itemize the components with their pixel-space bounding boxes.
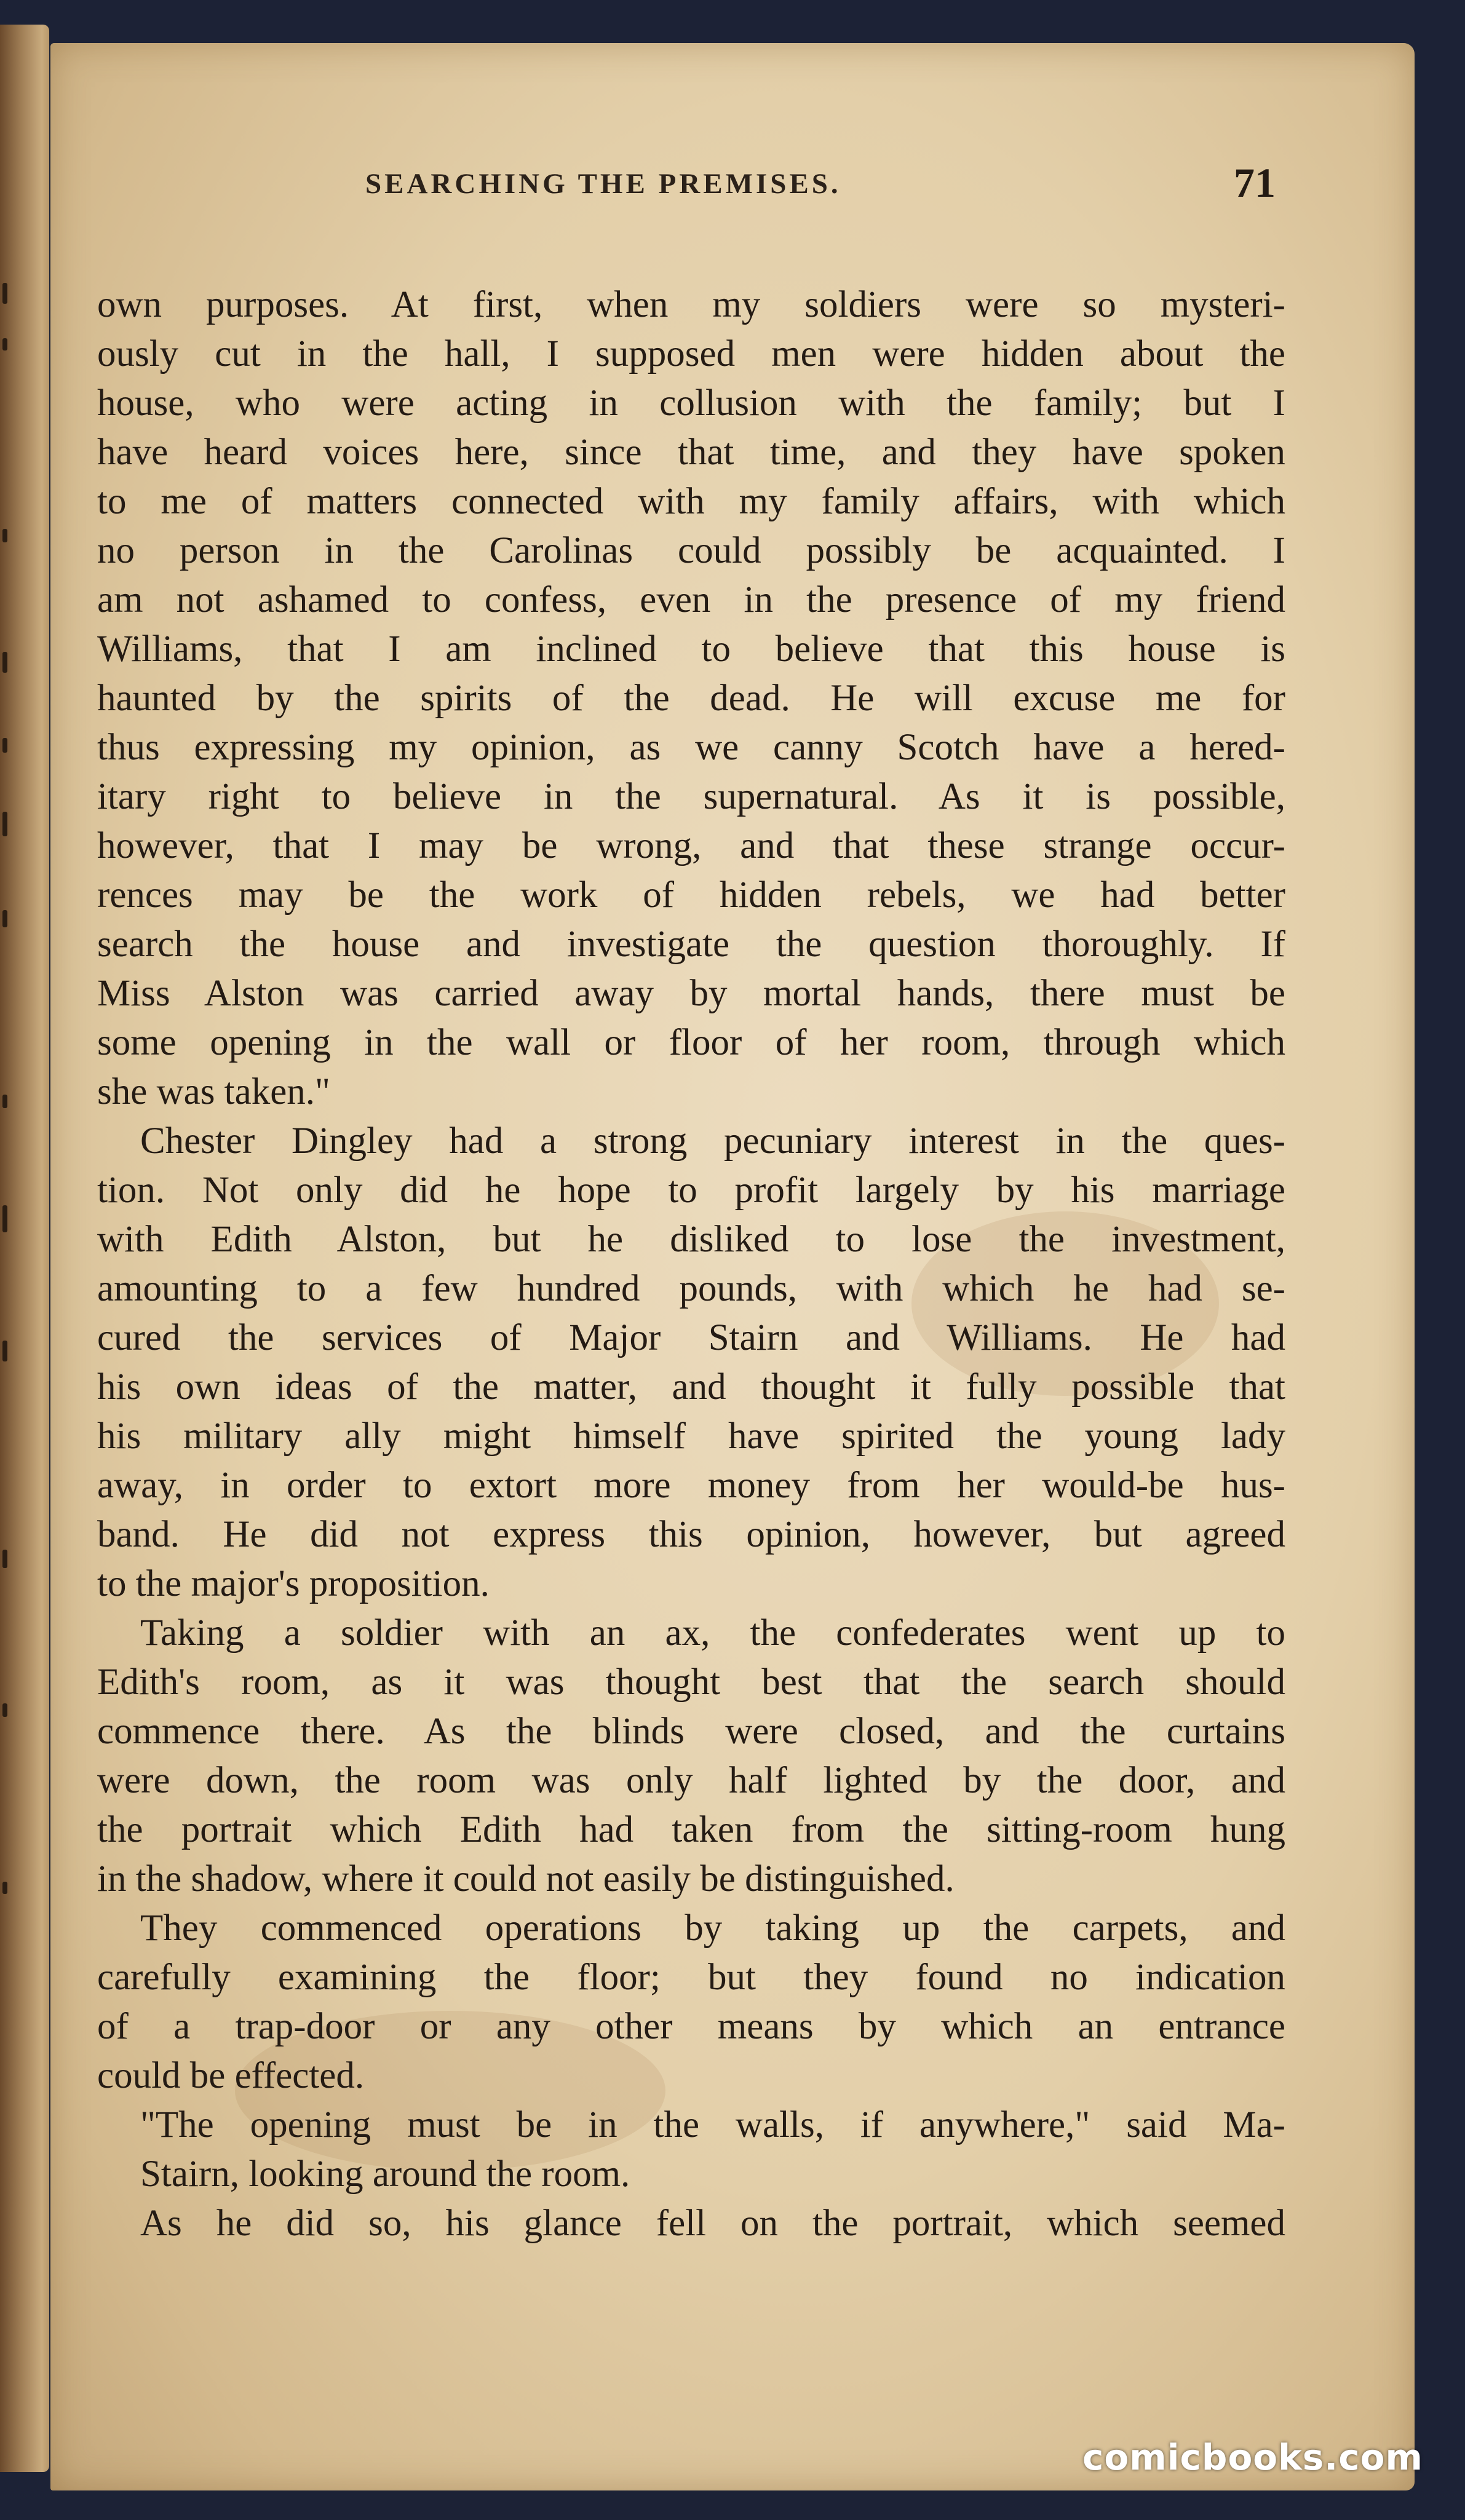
text-line: the portrait which Edith had taken from the sitting-room hung: [97, 1809, 1285, 1850]
text-line: she was taken.": [97, 1071, 330, 1112]
text-line: have heard voices here, since that time, and they have spoken: [97, 432, 1285, 473]
text-line: Stairn, looking around the room.: [140, 2153, 630, 2195]
text-line: itary right to believe in the supernatural. As it is possible,: [97, 776, 1285, 817]
text-line: house, who were acting in collusion with the family; but I: [97, 382, 1285, 424]
text-line: thus expressing my opinion, as we canny Scotch have a hered-: [97, 727, 1285, 768]
text-line: rences may be the work of hidden rebels, we had better: [97, 874, 1285, 916]
text-line: own purposes. At first, when my soldiers were so mysteri-: [97, 284, 1285, 325]
text-line: search the house and investigate the question thoroughly. If: [97, 924, 1285, 965]
text-line: ously cut in the hall, I supposed men were hidden about the: [97, 333, 1285, 374]
text-line: tion. Not only did he hope to profit largely by his marriage: [97, 1170, 1285, 1211]
text-line: haunted by the spirits of the dead. He will excuse me for: [97, 678, 1285, 719]
text-line: no person in the Carolinas could possibly be acquainted. I: [97, 530, 1285, 571]
text-line: some opening in the wall or floor of her room, through which: [97, 1022, 1285, 1063]
body-text: [97, 280, 1285, 2248]
text-line: Chester Dingley had a strong pecuniary interest in the ques-: [140, 1120, 1285, 1162]
text-line: of a trap-door or any other means by which an entrance: [97, 2006, 1285, 2047]
text-line: Williams, that I am inclined to believe that this house is: [97, 628, 1285, 670]
text-line: his military ally might himself have spirited the young lady: [97, 1416, 1285, 1457]
text-line: to the major's proposition.: [97, 1563, 490, 1604]
text-line: cured the services of Major Stairn and Williams. He had: [97, 1317, 1285, 1358]
text-line: band. He did not express this opinion, however, but agreed: [97, 1514, 1285, 1555]
page-number: 71: [1234, 159, 1276, 206]
text-line: away, in order to extort more money from her would-be hus-: [97, 1465, 1285, 1506]
text-line: am not ashamed to confess, even in the presence of my friend: [97, 579, 1285, 620]
running-head: SEARCHING THE PREMISES.: [365, 168, 841, 200]
text-line: however, that I may be wrong, and that these strange occur-: [97, 825, 1285, 866]
site-watermark: comicbooks.com: [1082, 2436, 1423, 2478]
text-line: As he did so, his glance fell on the portrait, which seemed: [140, 2203, 1285, 2244]
text-line: amounting to a few hundred pounds, with which he had se-: [97, 1268, 1285, 1309]
text-line: were down, the room was only half lighted by the door, and: [97, 1760, 1285, 1801]
text-line: could be effected.: [97, 2055, 365, 2096]
text-line: commence there. As the blinds were closed, and the curtains: [97, 1711, 1285, 1752]
text-line: "The opening must be in the walls, if anywhere," said Ma-: [140, 2104, 1285, 2146]
text-line: his own ideas of the matter, and thought it fully possible that: [97, 1366, 1285, 1408]
text-line: Miss Alston was carried away by mortal hands, there must be: [97, 973, 1285, 1014]
text-line: carefully examining the floor; but they found no indication: [97, 1957, 1285, 1998]
facing-page-ink-marks: [2, 184, 15, 2152]
text-line: in the shadow, where it could not easily be distinguished.: [97, 1858, 955, 1900]
text-line: Taking a soldier with an ax, the confederates went up to: [140, 1612, 1285, 1654]
text-line: with Edith Alston, but he disliked to lose the investment,: [97, 1219, 1285, 1260]
text-line: Edith's room, as it was thought best that the search should: [97, 1662, 1285, 1703]
text-line: They commenced operations by taking up the carpets, and: [140, 1908, 1285, 1949]
text-line: to me of matters connected with my family affairs, with which: [97, 481, 1285, 522]
